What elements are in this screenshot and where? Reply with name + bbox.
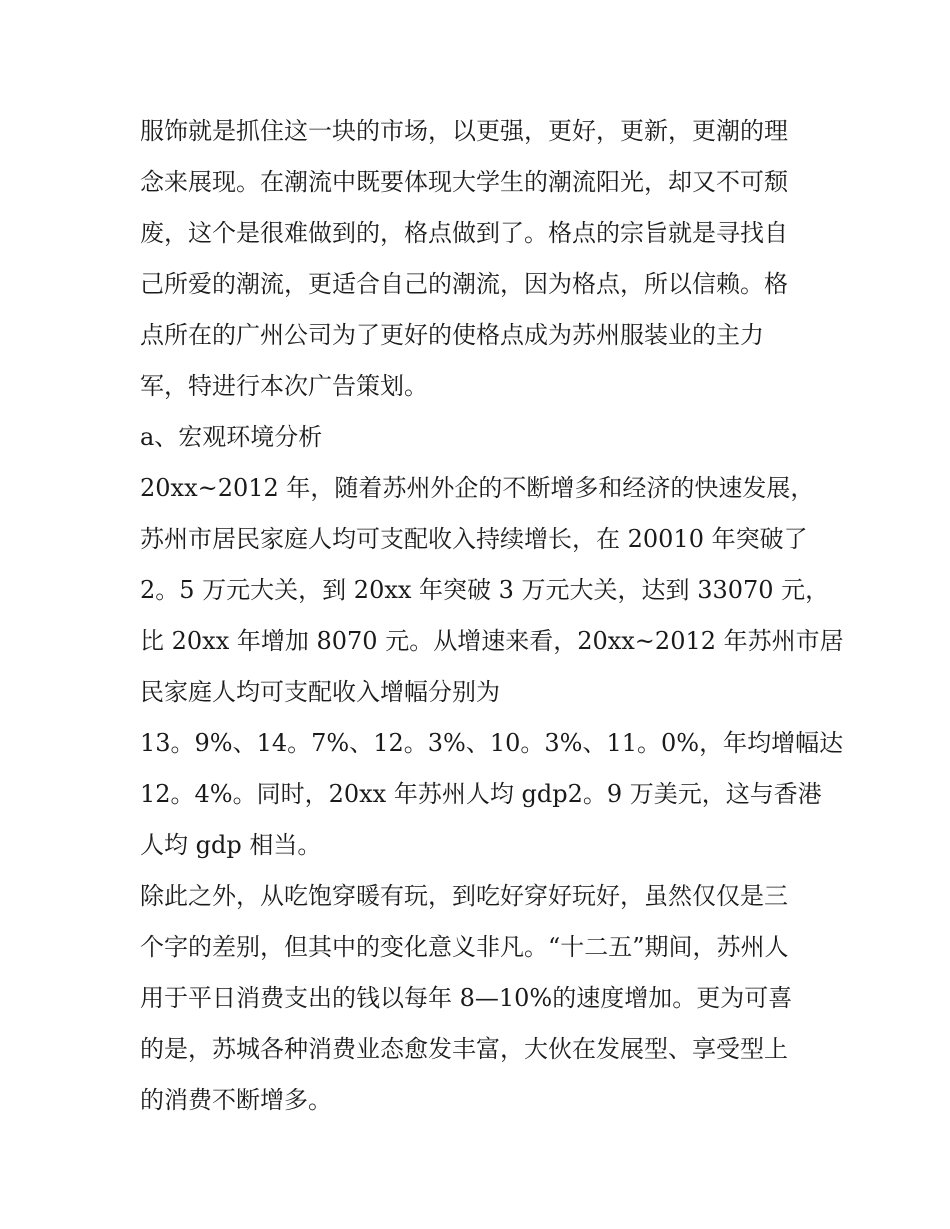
text-line: 比 20xx 年增加 8070 元。从增速来看，20xx~2012 年苏州市居: [140, 627, 844, 655]
text-line: 民家庭人均可支配收入增幅分别为: [140, 678, 500, 706]
document-body: [140, 106, 844, 1126]
text-line: 念来展现。在潮流中既要体现大学生的潮流阳光，却又不可颓: [140, 168, 788, 196]
text-line: 点所在的广州公司为了更好的使格点成为苏州服装业的主力: [140, 321, 764, 349]
text-line: 13。9%、14。7%、12。3%、10。3%、11。0%，年均增幅达: [140, 729, 844, 757]
text-line: 的消费不断增多。: [140, 1086, 332, 1114]
text-line: 己所爱的潮流，更适合自己的潮流，因为格点，所以信赖。格: [140, 270, 788, 298]
text-line: 人均 gdp 相当。: [140, 831, 322, 859]
text-line: 用于平日消费支出的钱以每年 8—10%的速度增加。更为可喜: [140, 984, 793, 1012]
text-line: 的是，苏城各种消费业态愈发丰富，大伙在发展型、享受型上: [140, 1035, 788, 1063]
text-line: 12。4%。同时，20xx 年苏州人均 gdp2。9 万美元，这与香港: [140, 780, 822, 808]
text-line: 2。5 万元大关，到 20xx 年突破 3 万元大关，达到 33070 元，: [140, 576, 830, 604]
text-line: 军，特进行本次广告策划。: [140, 372, 428, 400]
text-line: 苏州市居民家庭人均可支配收入持续增长，在 20010 年突破了: [140, 525, 808, 553]
text-line: 个字的差别，但其中的变化意义非凡。“十二五”期间，苏州人: [140, 933, 789, 961]
text-line: 服饰就是抓住这一块的市场，以更强，更好，更新，更潮的理: [140, 117, 788, 145]
text-line: 废，这个是很难做到的，格点做到了。格点的宗旨就是寻找自: [140, 219, 788, 247]
text-line: 20xx~2012 年，随着苏州外企的不断增多和经济的快速发展，: [140, 474, 815, 502]
section-heading: a、宏观环境分析: [140, 423, 323, 451]
text-line: 除此之外，从吃饱穿暖有玩，到吃好穿好玩好，虽然仅仅是三: [140, 882, 788, 910]
